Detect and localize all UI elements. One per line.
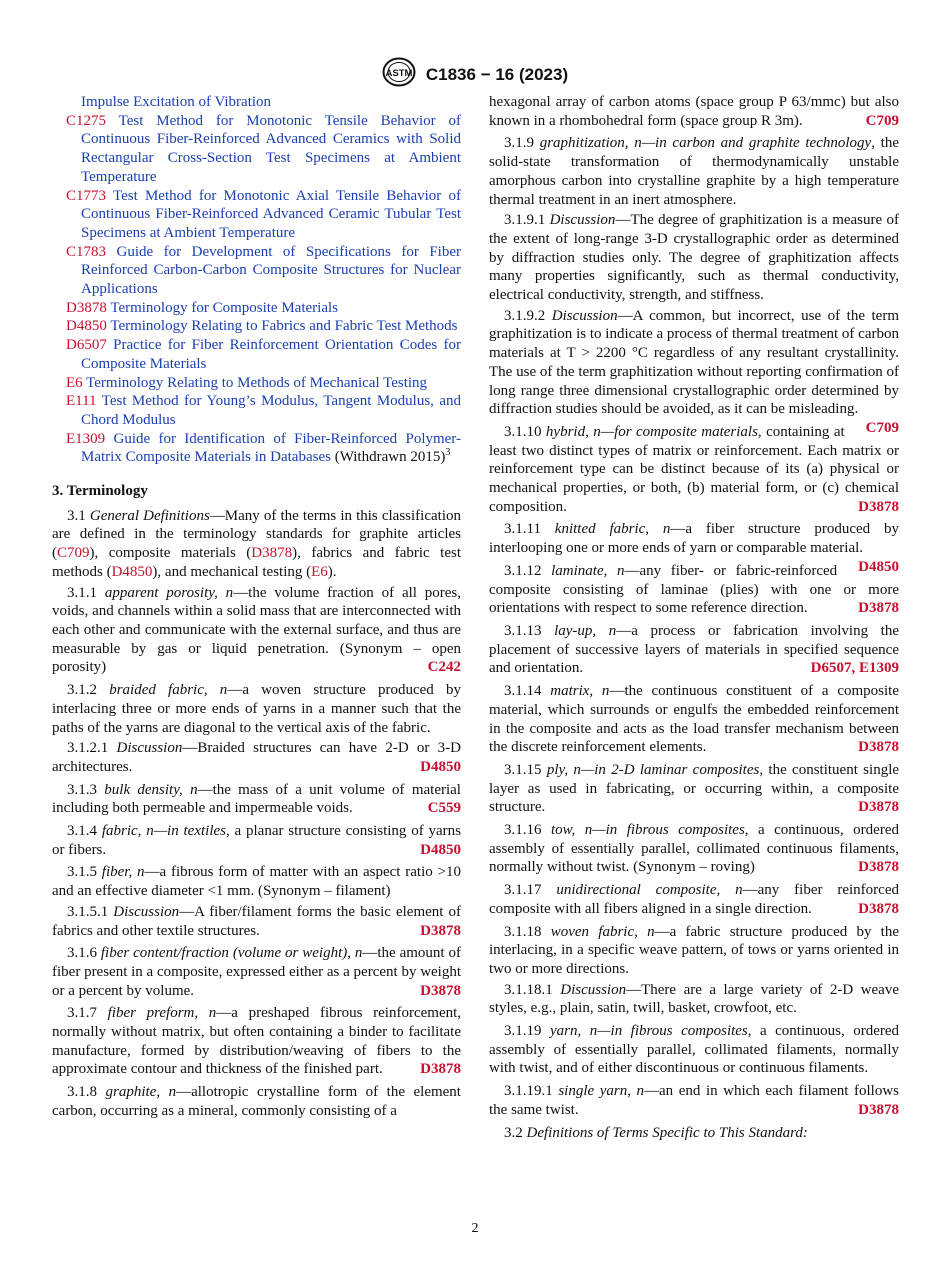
source-reference[interactable]: C709 [865,112,899,129]
definition-text: —A common, but incorrect, use of the term graphitization is to indicate a process of thermal treatment of carbon materials at T > 2200 °C regardless of any resultant crystallinity. The use of the term graphitization without reporting confirmation of long range three dimensional crystallographic order determined by diffraction studies should be avoided, as it can be misleading. [489,307,899,418]
source-reference[interactable]: D3878 [858,498,899,515]
definition-text: , a planar structure consisting of yarns or fibers. [52,823,462,858]
reference-code[interactable]: D3878 [66,299,107,316]
definition-number: 3.1.5 [67,864,97,881]
source-reference[interactable]: D3878 [858,859,899,876]
definition-term: yarn, n—in fibrous composites [549,1023,748,1040]
definition-term: lay-up, n [554,622,617,639]
definition-term: single yarn, n [558,1083,645,1100]
definition-number: 3.1.15 [504,761,542,778]
link-c709[interactable]: C709 [57,545,90,562]
definition-number: 3.1.11 [504,521,541,538]
source-reference[interactable]: D3878 [858,1101,899,1118]
definition-term: matrix, n [550,683,610,700]
definition-paragraph [489,134,899,209]
source-reference[interactable]: C709 [865,419,899,436]
reference-item[interactable] [52,392,461,429]
reference-code[interactable]: C1275 [66,112,107,129]
definition-paragraph [52,681,461,737]
definition-term: unidirectional composite, n [556,882,743,899]
definition-term: braided fabric, n [109,682,228,699]
definition-paragraph [52,781,461,818]
source-reference[interactable]: D3878 [858,799,899,816]
page-header [0,57,950,92]
definition-term: hybrid, n—for composite materials [545,423,758,440]
definition-text: —the mass of a unit volume of material including both permeable and impermeable voids. [52,781,461,817]
definition-paragraph [489,1082,899,1119]
reference-code[interactable]: E6 [66,374,83,391]
definition-text: —a process or fabrication involving the placement of successive layers of materials in specified sequence and orientation. [489,622,899,677]
definition-text: —the volume fraction of all pores, voids, and channels within a solid mass that are interconnected with each other and communicate with the external surface, and thus are measurable by gas or liquid penetration. (Synonym – open porosity) [52,584,462,676]
definition-paragraph [489,761,899,817]
reference-code[interactable]: D6507 [66,337,107,354]
reference-item[interactable] [52,299,461,318]
definition-number: 3.1.6 [67,945,97,962]
source-reference[interactable]: D6507, E1309 [810,660,899,677]
definition-number: 3.1.1 [67,584,97,601]
link-d3878[interactable]: D3878 [251,545,293,562]
definition-number: 3.1.2 [67,682,97,699]
definition-paragraph [489,881,899,918]
definition-term: fiber content/fraction (volume or weight), n [100,945,363,962]
definition-term: fiber preform, n [107,1005,217,1022]
definition-number: 3.1.18.1 [504,981,553,998]
definition-paragraph [489,821,899,877]
reference-code[interactable]: D4850 [66,318,107,335]
definition-number: 3.1.3 [67,781,97,798]
section-heading: 3. Terminology [52,483,148,500]
document-designation: C1836 − 16 (2023) [425,64,569,84]
reference-title[interactable]: Terminology Relating to Fabrics and Fabric Test Methods [110,318,458,335]
reference-note: (Withdrawn 2015) [330,449,446,466]
definition-text: —a fibrous form of matter with an aspect ratio >10 and an effective diameter <1 mm. (Synonym – filament) [52,864,462,900]
definition-paragraph [489,423,899,517]
definition-term: Discussion [551,307,618,324]
logo-text: ASTM [385,68,413,79]
definition-paragraph [52,1004,461,1079]
reference-title[interactable]: Test Method for Monotonic Axial Tensile Behavior of Continuous Fiber-Reinforced Advanced Ceramic Tubular Test Specimens at Ambient Temperature [81,187,461,241]
definition-number: 3.1.18 [504,923,542,940]
source-reference[interactable]: D3878 [858,739,899,756]
definition-number: 3.1.10 [504,423,542,440]
definition-term: Discussion [560,981,627,998]
definition-paragraph [489,1022,899,1078]
reference-title[interactable]: Terminology Relating to Methods of Mechanical Testing [86,374,428,391]
definition-number: 3.1.13 [504,622,542,639]
reference-code[interactable]: E1309 [66,430,106,447]
reference-code[interactable]: C1783 [66,243,107,260]
definition-text: —the amount of fiber present in a composite, expressed either as a percent by weight or a percent by volume. [52,945,462,999]
definition-term: tow, n—in fibrous composites [550,822,745,839]
definition-text: , containing at least two distinct types of matrix or reinforcement. Each matrix or reinforcement type can be distinct because of its (a) physical or mechanical properties, or both, (b) material form, or (c) chemical composition. [489,423,899,515]
source-reference[interactable]: D3878 [858,600,899,617]
definition-number: 3.1.19 [504,1023,542,1040]
definition-text: —any fiber reinforced composite with all fibers aligned in a single direction. [489,882,899,917]
definition-term: Discussion [113,903,180,920]
definition-text: —a preshaped fibrous reinforcement, normally without matrix, but often containing a binder to facilitate manufacture, formed by distribution/weaving of fibers to the approximate contour and thickness of the finished part. [52,1005,462,1078]
source-reference[interactable]: D4850 [420,758,461,775]
reference-title[interactable]: Guide for Development of Specifications for Fiber Reinforced Carbon-Carbon Composite Structures for Nuclear Applications [81,243,461,298]
definition-term: Discussion [116,740,183,757]
referenced-documents-list [52,93,461,467]
definition-paragraph [52,822,461,859]
definition-paragraph [489,682,899,757]
definition-text: —a fiber structure produced by interlooping one or more ends of yarn or comparable material. [489,521,899,557]
footnote-marker: 3 [445,447,451,459]
definition-paragraph [52,584,461,678]
link-e6[interactable]: E6 [311,563,328,580]
definition-term: apparent porosity, n [104,584,234,601]
definition-number: 3.1.12 [504,562,542,579]
definition-term: Definitions of Terms Specific to This Standard: [526,1124,808,1141]
definition-term: fiber, n [101,864,145,881]
reference-item[interactable] [52,187,461,243]
definition-paragraph [52,944,461,1000]
definition-text: , a continuous, ordered assembly of essentially parallel, collimated continuous filaments, normally without twist. (Synonym – roving) [489,822,899,876]
definition-text: —any fiber- or fabric-reinforced composite consisting of laminae (plies) with one or more orientations with respect to some reference direction. [489,562,899,617]
definition-term: woven fabric, n [550,923,655,940]
definition-term: ply, n—in 2-D laminar composites [546,761,760,778]
definition-text: —a fabric structure produced by the interlacing, in a specific weave pattern, of tows or yarns oriented in two or more directions. [489,923,900,977]
definition-number: 3.1.4 [67,823,97,840]
reference-title[interactable]: Test Method for Monotonic Tensile Behavior of Continuous Fiber-Reinforced Advanced Ceramics with Solid Rectangular Cross-Section Test Specimens at Ambient Temperature [81,112,462,185]
reference-item[interactable] [52,336,461,373]
definition-number: 3.1.17 [504,882,542,899]
definition-paragraph [52,1083,461,1120]
definition-text: , the solid-state transformation of thermodynamically unstable amorphous carbon into crystalline graphite by a high temperature thermal treatment in an inert atmosphere. [489,135,899,208]
reference-title[interactable]: Guide for Identification of Fiber-Reinforced Polymer-Matrix Composite Materials in Databases [81,430,461,466]
definition-paragraph [489,981,899,1018]
reference-title[interactable]: Practice for Fiber Reinforcement Orientation Codes for Composite Materials [81,337,462,372]
right-column [489,93,899,1144]
definition-text: —Braided structures can have 2-D or 3-D architectures. [52,740,461,775]
source-reference[interactable]: C242 [427,659,461,676]
reference-item[interactable] [52,93,461,112]
definition-number: 3.1.9.2 [504,307,546,324]
link-d4850[interactable]: D4850 [111,563,153,580]
definition-text: , a continuous, ordered assembly of essentially parallel, collimated filaments, normally with twist, and of either discontinuous or continuous filaments. [489,1023,900,1077]
left-definitions [52,584,461,1121]
definition-number: 3.1.9 [504,135,534,152]
graphite-definition-continued: hexagonal array of carbon atoms (space group P 63/mmc) but also known in a rhombohedral form (space group R 3m). C709 [489,94,899,129]
definition-paragraph [489,1124,899,1143]
definition-term: Discussion [549,212,616,229]
definition-paragraph [52,903,461,940]
definition-text: —The degree of graphitization is a measure of the extent of long-range 3-D crystallographic order as determined by diffraction studies only. The degree of graphitization affects many properties significantly, such as thermal conductivity, electrical conductivity, strength, and stiffness. [489,212,899,304]
reference-item[interactable] [52,374,461,393]
definition-text: —the continuous constituent of a composite material, which surrounds or engulfs the embedded reinforcement in the composite and acts as the load transfer mechanism between the discrete reinforcement elements. [489,683,899,756]
definition-text: —There are a large variety of 2-D weave styles, e.g., plain, satin, twill, basket, crowfoot, etc. [489,981,899,1017]
reference-item[interactable] [52,243,461,299]
source-reference[interactable]: C559 [427,800,461,817]
definition-text: —A fiber/filament forms the basic element of fabrics and other textile structures. [52,903,461,939]
definition-text: , the constituent single layer as used in fabricating, or occurring within, a composite structure. [489,761,900,816]
right-definitions [489,134,899,1142]
definition-number: 3.1.19.1 [504,1083,553,1100]
definition-number: 3.1.16 [504,822,542,839]
source-reference[interactable]: D3878 [420,1061,461,1078]
definition-text: —an end in which each filament follows the same twist. [489,1083,899,1118]
definition-number: 3.1.14 [504,683,542,700]
reference-item[interactable] [52,112,461,187]
definition-number: 3.1.2.1 [67,740,109,757]
definition-number: 3.1.9.1 [504,212,546,229]
definition-term: laminate, n [551,562,625,579]
reference-item[interactable] [52,430,461,467]
reference-title[interactable]: Terminology for Composite Materials [110,299,338,316]
source-reference[interactable]: D3878 [420,922,461,939]
definition-number: 3.1.8 [67,1084,97,1101]
source-reference[interactable]: D4850 [420,841,461,858]
definition-paragraph [489,622,899,678]
definition-number: 3.1.7 [67,1005,97,1022]
definition-paragraph [489,211,899,305]
reference-title[interactable]: Test Method for Young’s Modulus, Tangent Modulus, and Chord Modulus [81,393,461,428]
definition-paragraph [52,739,461,776]
reference-item[interactable] [52,317,461,336]
definition-term: fabric, n—in textiles [101,823,226,840]
definition-term: graphitization, n—in carbon and graphite technology [539,135,872,152]
definition-text: —a woven structure produced by interlacing three or more ends of yarns in a manner such that the paths of the yarns are diagonal to the vertical axis of the fabric. [52,682,461,736]
definition-paragraph [52,863,461,900]
definition-paragraph [489,923,899,979]
reference-code[interactable]: C1773 [66,187,107,204]
left-column [52,93,461,1123]
astm-logo-icon [382,57,416,92]
definition-text: —allotropic crystalline form of the element carbon, occurring as a mineral, commonly consisting of a [52,1084,461,1119]
general-definitions-paragraph: 3.1 General Definitions—Many of the terms in this classification are defined in the terminology standards for graphite articles (C709), composite materials (D3878), fabrics and fabric test methods (D4850), and mechanical testing (E6). [52,507,461,580]
definition-number: 3.1.5.1 [67,903,109,920]
source-reference[interactable]: D3878 [858,900,899,917]
definition-term: bulk density, n [104,781,198,798]
reference-title[interactable]: Impulse Excitation of Vibration [81,94,272,110]
definition-term: knitted fabric, n [554,521,671,538]
source-reference[interactable]: D3878 [420,982,461,999]
reference-code[interactable]: E111 [66,393,97,410]
definition-number: 3.2 [504,1124,523,1141]
source-reference[interactable]: D4850 [858,558,899,575]
page-number: 2 [471,1221,479,1236]
definition-term: graphite, n [105,1084,177,1101]
